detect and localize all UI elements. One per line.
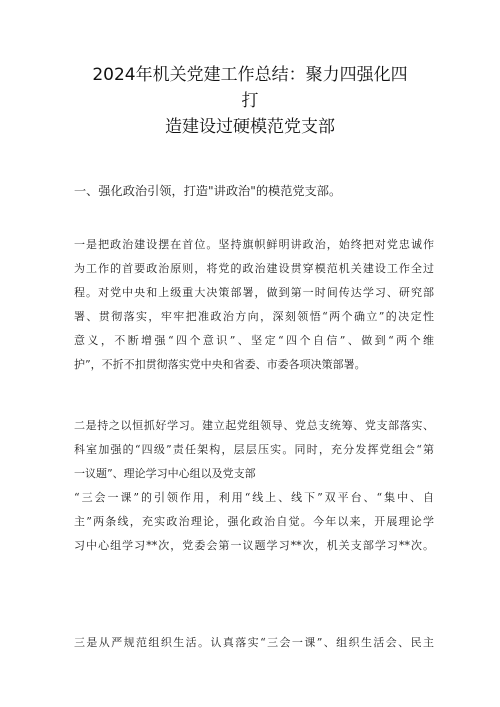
paragraph-line: 一议题”、理论学习中心组以及党支部 (74, 467, 256, 480)
paragraph-line: 程。对党中央和上级重大决策部署，做到第一时间传达学习、研究部 (74, 286, 434, 299)
paragraph-line: 三是从严规范组织生活。认真落实“三会一课”、组织生活会、民主 (74, 636, 434, 649)
paragraph-line: 署、贯彻落实，牢牢把准政治方向，深刻领悟“两个确立”的决定性 (74, 310, 434, 323)
document-title (60, 62, 440, 140)
paragraph-line: 为工作的首要政治原则，将党的政治建设贯穿模范机关建设工作全过 (74, 262, 434, 275)
paragraph-line: 科室加强的“四级”责任架构，层层压实。同时，充分发挥党组会“第 (74, 443, 434, 456)
section-heading: 一、强化政治引领，打造"讲政治"的模范党支部。 (74, 184, 342, 198)
paragraph-line: 二是持之以恒抓好学习。建立起党组领导、党总支统筹、党支部落实、 (74, 419, 434, 432)
title-line: 打 (241, 91, 259, 111)
paragraph-3 (74, 631, 434, 655)
title-line: 造建设过硬模范党支部 (165, 117, 335, 137)
paragraph-1 (74, 233, 434, 377)
paragraph-line: 护”，不折不扣贯彻落实党中央和省委、市委各项决策部署。 (74, 358, 366, 371)
paragraph-line: 意义，不断增强“四个意识”、坚定“四个自信”、做到“两个维 (74, 334, 434, 347)
paragraph-line: 习中心组学习**次，党委会第一议题学习**次，机关支部学习**次。 (74, 539, 434, 552)
title-line: 2024年机关党建工作总结：聚力四强化四 (92, 65, 408, 85)
paragraph-line: 一是把政治建设摆在首位。坚持旗帜鲜明讲政治，始终把对党忠诚作 (74, 238, 434, 251)
paragraph-line: “三会一课”的引领作用，利用“线上、线下”双平台、“集中、自 (74, 491, 434, 504)
paragraph-line: 主”两条线，充实政治理论，强化政治自觉。今年以来，开展理论学 (74, 515, 434, 528)
paragraph-2 (74, 414, 434, 558)
